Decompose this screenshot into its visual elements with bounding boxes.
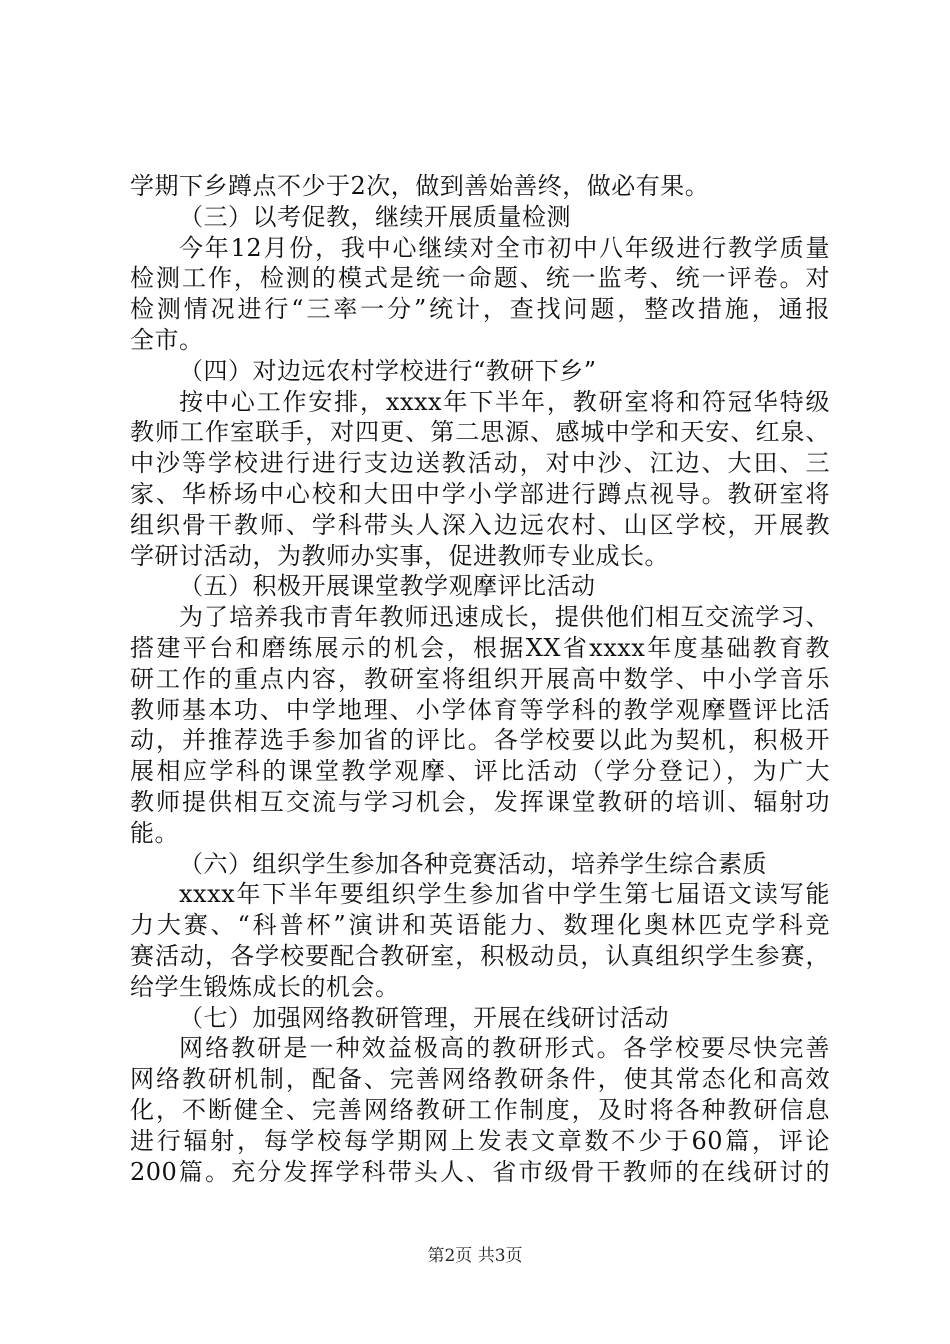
text-line: 中沙等学校进行进行支边送教活动，对中沙、江边、大田、三: [130, 449, 830, 478]
text-line: 赛活动，各学校要配合教研室，积极动员，认真组织学生参赛，: [130, 941, 830, 970]
text-line: 展相应学科的课堂教学观摩、评比活动（学分登记），为广大: [130, 757, 830, 786]
text-line: 教师提供相互交流与学习机会，发挥课堂教研的培训、辐射功: [130, 787, 830, 816]
text-line: 检测工作，检测的模式是统一命题、统一监考、统一评卷。对: [130, 264, 830, 293]
page-number: 第2页 共3页: [427, 1246, 523, 1266]
section-heading: （七）加强网络教研管理，开展在线研讨活动: [179, 1003, 669, 1032]
text-line: 化，不断健全、完善网络教研工作制度，及时将各种教研信息: [130, 1095, 830, 1124]
text-line: 教师基本功、中学地理、小学体育等学科的教学观摩暨评比活: [130, 695, 830, 724]
text-line: 动，并推荐选手参加省的评比。各学校要以此为契机，积极开: [130, 726, 830, 755]
text-line: 研工作的重点内容，教研室将组织开展高中数学、中小学音乐: [130, 664, 830, 693]
text-line: 能。: [130, 818, 179, 847]
text-line: xxxx年下半年要组织学生参加省中学生第七届语文读写能: [179, 880, 830, 909]
section-heading: （三）以考促教，继续开展质量检测: [179, 202, 571, 231]
text-line: 搭建平台和磨练展示的机会，根据XX省xxxx年度基础教育教: [130, 633, 830, 662]
text-line: 200篇。充分发挥学科带头人、省市级骨干教师的在线研讨的: [130, 1157, 830, 1186]
text-line: 检测情况进行“三率一分”统计，查找问题，整改措施，通报: [130, 295, 830, 324]
text-line: 网络教研机制，配备、完善网络教研条件，使其常态化和高效: [130, 1065, 830, 1094]
text-line: 今年12月份，我中心继续对全市初中八年级进行教学质量: [179, 233, 830, 262]
section-heading: （六）组织学生参加各种竞赛活动，培养学生综合素质: [179, 849, 767, 878]
text-line: 组织骨干教师、学科带头人深入边远农村、山区学校，开展教: [130, 510, 830, 539]
document-body: [130, 171, 830, 1187]
text-line: 教师工作室联手，对四更、第二思源、感城中学和天安、红泉、: [130, 418, 830, 447]
text-line: 学研讨活动，为教师办实事，促进教师专业成长。: [130, 541, 669, 570]
text-line: 进行辐射，每学校每学期网上发表文章数不少于60篇，评论: [130, 1126, 830, 1155]
text-line: 网络教研是一种效益极高的教研形式。各学校要尽快完善: [179, 1034, 830, 1063]
page-footer: [0, 1245, 950, 1267]
text-line: 给学生锻炼成长的机会。: [130, 972, 400, 1001]
text-line: 力大赛、“科普杯”演讲和英语能力、数理化奥林匹克学科竞: [130, 911, 830, 940]
section-heading: （四）对边远农村学校进行“教研下乡”: [179, 356, 597, 385]
text-line: 家、华桥场中心校和大田中学小学部进行蹲点视导。教研室将: [130, 479, 830, 508]
text-line: 学期下乡蹲点不少于2次，做到善始善终，做必有果。: [130, 172, 710, 200]
text-line: 全市。: [130, 325, 204, 354]
text-line: 按中心工作安排，xxxx年下半年，教研室将和符冠华特级: [179, 387, 830, 416]
section-heading: （五）积极开展课堂教学观摩评比活动: [179, 572, 596, 601]
text-line: 为了培养我市青年教师迅速成长，提供他们相互交流学习、: [179, 603, 830, 632]
